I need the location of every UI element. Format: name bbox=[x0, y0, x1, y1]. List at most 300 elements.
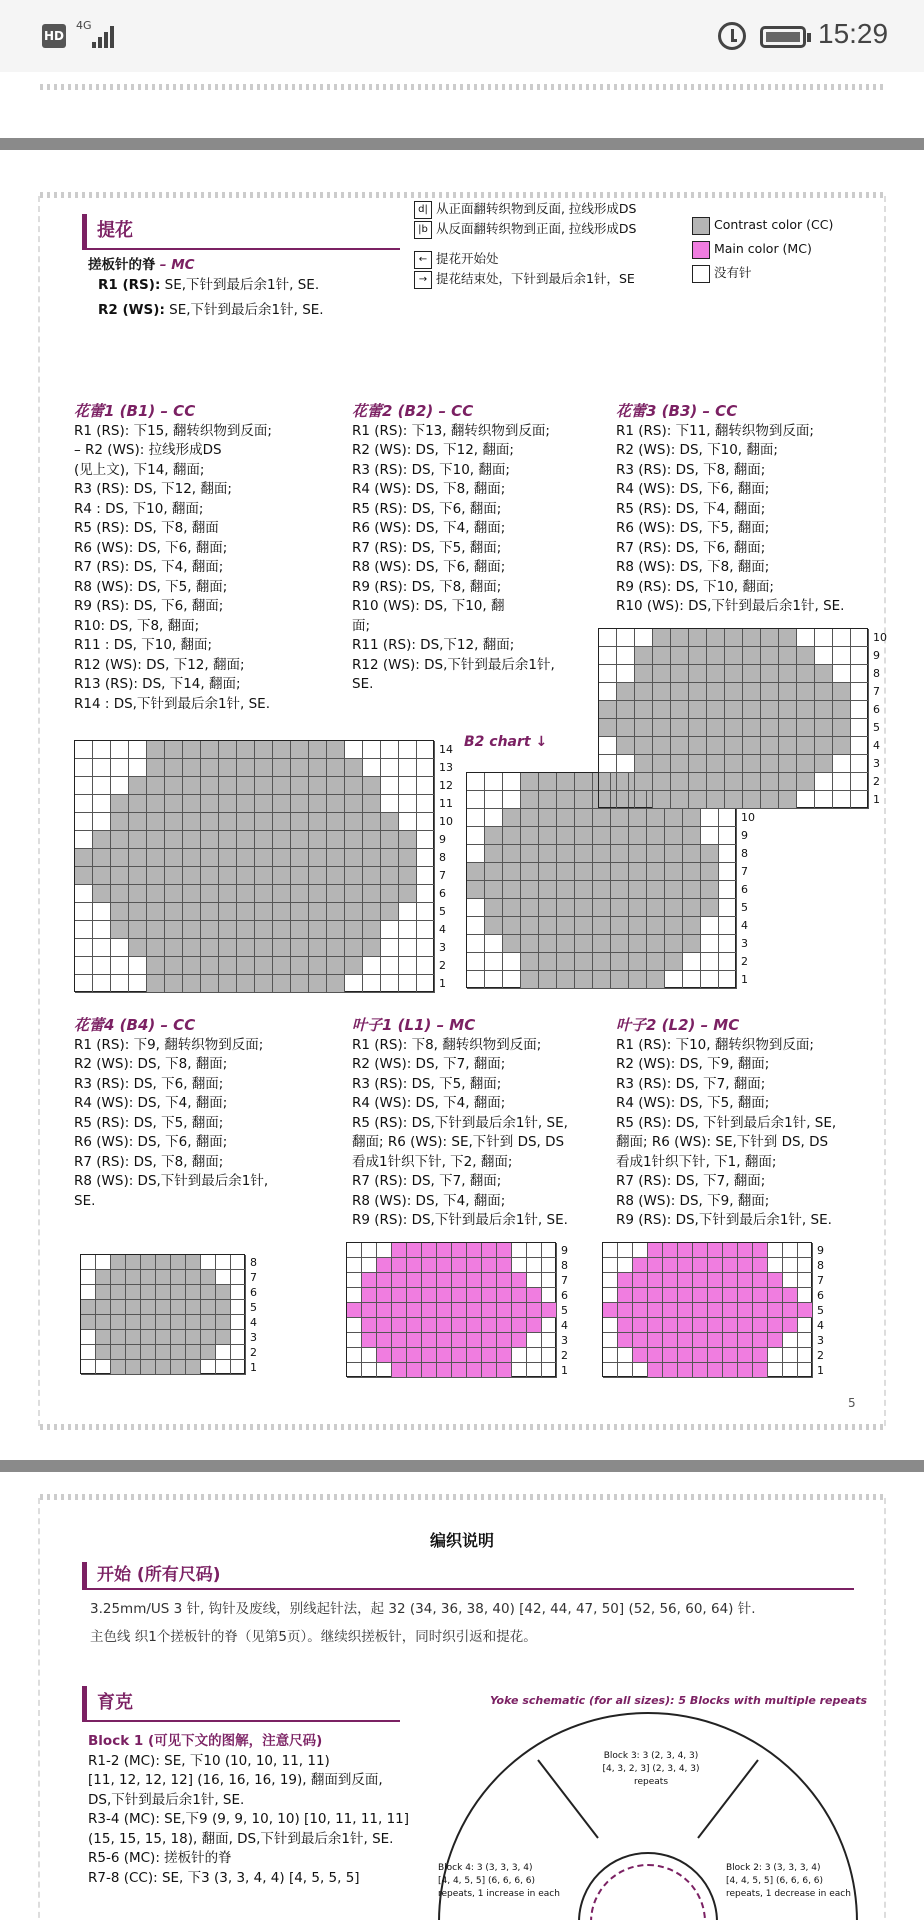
l1-instructions bbox=[352, 1016, 612, 1231]
chart-cell bbox=[377, 1303, 392, 1318]
chart-cell bbox=[797, 665, 815, 683]
chart-cell bbox=[186, 1300, 201, 1315]
b2-row: R11 (RS): DS,下12, 翻面; bbox=[352, 637, 515, 653]
chart-cell bbox=[201, 813, 219, 831]
chart-cell bbox=[678, 1288, 693, 1303]
chart-cell bbox=[126, 1270, 141, 1285]
chart-cell bbox=[165, 741, 183, 759]
chart-cell bbox=[851, 719, 869, 737]
chart-cell bbox=[683, 845, 701, 863]
chart-cell bbox=[653, 629, 671, 647]
legend bbox=[414, 200, 694, 289]
chart-cell bbox=[291, 813, 309, 831]
chart-cell bbox=[689, 719, 707, 737]
row-number: 4 bbox=[439, 923, 446, 936]
chart-cell bbox=[417, 813, 435, 831]
chart-cell bbox=[399, 759, 417, 777]
chart-cell bbox=[183, 741, 201, 759]
chart-cell bbox=[377, 1273, 392, 1288]
chart-cell bbox=[96, 1345, 111, 1360]
garter-ridge-block bbox=[88, 256, 408, 321]
chart-cell bbox=[725, 755, 743, 773]
chart-cell bbox=[723, 1303, 738, 1318]
chart-cell bbox=[635, 737, 653, 755]
chart-cell bbox=[201, 1285, 216, 1300]
chart-cell bbox=[437, 1243, 452, 1258]
chart-cell bbox=[833, 701, 851, 719]
page6-heading: 编织说明 bbox=[429, 1531, 494, 1550]
chart-cell bbox=[327, 975, 345, 993]
chart-cell bbox=[201, 1270, 216, 1285]
l1-row: R2 (WS): DS, 下7, 翻面; bbox=[352, 1056, 506, 1072]
chart-cell bbox=[327, 885, 345, 903]
chart-cell bbox=[219, 849, 237, 867]
chart-cell bbox=[273, 921, 291, 939]
chart-cell bbox=[723, 1333, 738, 1348]
chart-cell bbox=[521, 881, 539, 899]
l2-row: R5 (RS): DS, 下针到最后余1针, SE, bbox=[616, 1114, 837, 1131]
chart-cell bbox=[708, 1363, 723, 1378]
chart-cell bbox=[761, 755, 779, 773]
chart-cell bbox=[779, 629, 797, 647]
chart-cell bbox=[521, 917, 539, 935]
chart-cell bbox=[611, 845, 629, 863]
chart-cell bbox=[422, 1303, 437, 1318]
chart-cell bbox=[273, 813, 291, 831]
chart-cell bbox=[165, 939, 183, 957]
chart-cell bbox=[665, 881, 683, 899]
chart-cell bbox=[512, 1243, 527, 1258]
chart-cell bbox=[126, 1330, 141, 1345]
chart-cell bbox=[183, 813, 201, 831]
chart-cell bbox=[665, 827, 683, 845]
b2-title: 花蕾2 (B2) – CC bbox=[352, 402, 474, 420]
chart-cell bbox=[648, 1288, 663, 1303]
chart-cell bbox=[701, 899, 719, 917]
chart-cell bbox=[381, 975, 399, 993]
chart-cell bbox=[111, 975, 129, 993]
chart-cell bbox=[186, 1315, 201, 1330]
chart-cell bbox=[617, 755, 635, 773]
chart-cell bbox=[617, 665, 635, 683]
chart-cell bbox=[467, 1273, 482, 1288]
chart-cell bbox=[381, 939, 399, 957]
chart-cell bbox=[201, 885, 219, 903]
chart-cell bbox=[216, 1315, 231, 1330]
chart-cell bbox=[219, 885, 237, 903]
chart-cell bbox=[345, 885, 363, 903]
chart-cell bbox=[75, 957, 93, 975]
chart-cell bbox=[629, 845, 647, 863]
chart-cell bbox=[557, 827, 575, 845]
row-number: 2 bbox=[817, 1349, 824, 1362]
row-number: 2 bbox=[873, 775, 880, 788]
chart-cell bbox=[129, 885, 147, 903]
chart-cell bbox=[833, 773, 851, 791]
block3-l1: Block 3: 3 (2, 3, 4, 3) bbox=[603, 1751, 699, 1761]
chart-cell bbox=[186, 1345, 201, 1360]
chart-cell bbox=[81, 1255, 96, 1270]
row-number: 6 bbox=[561, 1289, 568, 1302]
chart-cell bbox=[93, 831, 111, 849]
chart-cell bbox=[129, 759, 147, 777]
chart-cell bbox=[237, 741, 255, 759]
battery-icon bbox=[760, 26, 806, 48]
chart-cell bbox=[693, 1288, 708, 1303]
block4-l3: repeats, 1 increase in each bbox=[438, 1889, 560, 1899]
b2-row: R3 (RS): DS, 下10, 翻面; bbox=[352, 461, 510, 478]
chart-cell bbox=[81, 1360, 96, 1375]
block3-label bbox=[586, 1750, 716, 1789]
chart-cell bbox=[503, 935, 521, 953]
chart-cell bbox=[665, 899, 683, 917]
chart-cell bbox=[815, 719, 833, 737]
chart-cell bbox=[237, 903, 255, 921]
block3-l2: [4, 3, 2, 3] (2, 3, 4, 3) bbox=[602, 1764, 700, 1774]
chart-cell bbox=[482, 1363, 497, 1378]
chart-cell bbox=[618, 1363, 633, 1378]
chart-cell bbox=[798, 1243, 813, 1258]
chart-cell bbox=[629, 935, 647, 953]
chart-cell bbox=[575, 863, 593, 881]
chart-cell bbox=[503, 845, 521, 863]
chart-cell bbox=[452, 1318, 467, 1333]
block4-l1: Block 4: 3 (3, 3, 3, 4) bbox=[438, 1863, 533, 1873]
chart-cell bbox=[141, 1255, 156, 1270]
chart-cell bbox=[798, 1258, 813, 1273]
chart-cell bbox=[603, 1288, 618, 1303]
chart-cell bbox=[437, 1303, 452, 1318]
chart-cell bbox=[497, 1318, 512, 1333]
chart-cell bbox=[723, 1273, 738, 1288]
chart-cell bbox=[542, 1318, 557, 1333]
chart-cell bbox=[503, 773, 521, 791]
row-number: 13 bbox=[439, 761, 453, 774]
chart-cell bbox=[327, 795, 345, 813]
chart-cell bbox=[743, 665, 761, 683]
chart-cell bbox=[701, 935, 719, 953]
row-number: 4 bbox=[250, 1316, 257, 1329]
chart-cell bbox=[851, 683, 869, 701]
chart-cell bbox=[237, 957, 255, 975]
chart-cell bbox=[75, 885, 93, 903]
chart-cell bbox=[407, 1348, 422, 1363]
chart-cell bbox=[689, 629, 707, 647]
chart-cell bbox=[141, 1360, 156, 1375]
chart-cell bbox=[647, 827, 665, 845]
chart-cell bbox=[156, 1330, 171, 1345]
chart-cell bbox=[467, 863, 485, 881]
chart-cell bbox=[542, 1273, 557, 1288]
chart-cell bbox=[171, 1315, 186, 1330]
chart-cell bbox=[663, 1348, 678, 1363]
chart-cell bbox=[683, 899, 701, 917]
no-stitch-label: 没有针 bbox=[713, 265, 752, 280]
l1-row: R7 (RS): DS, 下7, 翻面; bbox=[352, 1173, 502, 1189]
chart-cell bbox=[743, 629, 761, 647]
chart-cell bbox=[797, 773, 815, 791]
chart-cell bbox=[75, 903, 93, 921]
chart-cell bbox=[701, 953, 719, 971]
chart-cell bbox=[635, 773, 653, 791]
chart-cell bbox=[363, 741, 381, 759]
chart-cell bbox=[291, 777, 309, 795]
row-number: 10 bbox=[439, 815, 453, 828]
b3-row: R10 (WS): DS,下针到最后余1针, SE. bbox=[616, 598, 845, 614]
chart-cell bbox=[671, 701, 689, 719]
chart-cell bbox=[689, 737, 707, 755]
chart-cell bbox=[407, 1333, 422, 1348]
row-number: 4 bbox=[741, 919, 748, 932]
section-title-jacquard: 提花 bbox=[82, 214, 400, 250]
chart-cell bbox=[255, 957, 273, 975]
chart-cell bbox=[689, 683, 707, 701]
chart-cell bbox=[363, 795, 381, 813]
chart-cell bbox=[575, 899, 593, 917]
chart-cell bbox=[362, 1318, 377, 1333]
chart-cell bbox=[381, 867, 399, 885]
chart-cell bbox=[75, 741, 93, 759]
chart-cell bbox=[707, 629, 725, 647]
chart-cell bbox=[761, 791, 779, 809]
chart-cell bbox=[683, 917, 701, 935]
chart-cell bbox=[851, 701, 869, 719]
chart-cell bbox=[701, 917, 719, 935]
chart-cell bbox=[129, 741, 147, 759]
chart-cell bbox=[723, 1318, 738, 1333]
b2-row: R1 (RS): 下13, 翻转织物到反面; bbox=[352, 422, 550, 439]
chart-cell bbox=[647, 953, 665, 971]
chart-cell bbox=[539, 935, 557, 953]
chart-cell bbox=[417, 849, 435, 867]
chart-cell bbox=[171, 1300, 186, 1315]
chart-cell bbox=[761, 719, 779, 737]
chart-cell bbox=[201, 975, 219, 993]
chart-cell bbox=[422, 1243, 437, 1258]
chart-cell bbox=[753, 1273, 768, 1288]
row-number: 10 bbox=[741, 811, 755, 824]
chart-cell bbox=[345, 813, 363, 831]
chart-cell bbox=[165, 885, 183, 903]
b2-row: R2 (WS): DS, 下12, 翻面; bbox=[352, 442, 514, 458]
chart-cell bbox=[689, 665, 707, 683]
chart-cell bbox=[653, 647, 671, 665]
chart-cell bbox=[147, 957, 165, 975]
chart-cell bbox=[417, 777, 435, 795]
chart-cell bbox=[683, 827, 701, 845]
chart-cell bbox=[603, 1258, 618, 1273]
chart-cell bbox=[599, 701, 617, 719]
alarm-icon bbox=[718, 22, 746, 50]
chart-cell bbox=[783, 1333, 798, 1348]
chart-cell bbox=[96, 1255, 111, 1270]
chart-cell bbox=[111, 1315, 126, 1330]
chart-cell bbox=[779, 773, 797, 791]
chart-cell bbox=[291, 867, 309, 885]
chart-cell bbox=[399, 939, 417, 957]
chart-cell bbox=[165, 813, 183, 831]
chart-cell bbox=[779, 665, 797, 683]
chart-cell bbox=[111, 1345, 126, 1360]
chart-cell bbox=[96, 1360, 111, 1375]
chart-cell bbox=[798, 1348, 813, 1363]
chart-cell bbox=[783, 1243, 798, 1258]
chart-cell bbox=[392, 1303, 407, 1318]
chart-cell bbox=[75, 831, 93, 849]
chart-cell bbox=[575, 845, 593, 863]
chart-cell bbox=[399, 867, 417, 885]
chart-cell bbox=[291, 975, 309, 993]
chart-cell bbox=[392, 1273, 407, 1288]
chart-cell bbox=[527, 1273, 542, 1288]
block1-row: DS,下针到最后余1针, SE. bbox=[88, 1791, 245, 1808]
chart-cell bbox=[798, 1288, 813, 1303]
chart-cell bbox=[725, 665, 743, 683]
chart-cell bbox=[219, 813, 237, 831]
chart-cell bbox=[815, 629, 833, 647]
b1-row: R11 : DS, 下10, 翻面; bbox=[74, 637, 213, 653]
chart-cell bbox=[557, 845, 575, 863]
chart-cell bbox=[707, 773, 725, 791]
chart-cell bbox=[707, 683, 725, 701]
chart-cell bbox=[743, 737, 761, 755]
start-p1: 3.25mm/US 3 针, 钩针及废线，别线起针法，起 32 (34, 36, 38, 40) [42, 44, 47, 50] (52, 56, 60, 64) 针. bbox=[90, 1601, 756, 1617]
chart-cell bbox=[147, 795, 165, 813]
chart-cell bbox=[633, 1363, 648, 1378]
chart-cell bbox=[327, 903, 345, 921]
chart-cell bbox=[377, 1333, 392, 1348]
chart-cell bbox=[503, 971, 521, 989]
chart-cell bbox=[833, 665, 851, 683]
network-label: 4G bbox=[76, 19, 92, 32]
chart-cell bbox=[186, 1255, 201, 1270]
chart-cell bbox=[171, 1360, 186, 1375]
chart-cell bbox=[725, 737, 743, 755]
chart-cell bbox=[129, 849, 147, 867]
b2-row: 面; bbox=[352, 617, 371, 634]
signal-icon bbox=[92, 24, 116, 48]
chart-cell bbox=[237, 813, 255, 831]
chart-cell bbox=[611, 827, 629, 845]
chart-cell bbox=[377, 1243, 392, 1258]
chart-cell bbox=[797, 629, 815, 647]
chart-cell bbox=[201, 1315, 216, 1330]
chart-cell bbox=[689, 755, 707, 773]
chart-cell bbox=[611, 881, 629, 899]
chart-cell bbox=[707, 791, 725, 809]
chart-cell bbox=[557, 935, 575, 953]
row-number: 4 bbox=[817, 1319, 824, 1332]
chart-cell bbox=[407, 1273, 422, 1288]
chart-cell bbox=[678, 1243, 693, 1258]
chart-cell bbox=[111, 813, 129, 831]
chart-cell bbox=[719, 935, 737, 953]
chart-cell bbox=[216, 1330, 231, 1345]
chart-cell bbox=[309, 849, 327, 867]
chart-cell bbox=[648, 1273, 663, 1288]
chart-cell bbox=[93, 957, 111, 975]
chart-cell bbox=[291, 903, 309, 921]
r1-label: R1 (RS): bbox=[98, 276, 161, 293]
chart-cell bbox=[96, 1315, 111, 1330]
chart-cell bbox=[617, 647, 635, 665]
chart-cell bbox=[725, 773, 743, 791]
chart-cell bbox=[647, 881, 665, 899]
l2-row: R8 (WS): DS, 下9, 翻面; bbox=[616, 1192, 770, 1209]
chart-cell bbox=[851, 647, 869, 665]
chart-cell bbox=[75, 777, 93, 795]
row-number: 5 bbox=[741, 901, 748, 914]
chart-cell bbox=[485, 881, 503, 899]
chart-cell bbox=[377, 1318, 392, 1333]
b4-row: R1 (RS): 下9, 翻转织物到反面; bbox=[74, 1036, 264, 1053]
chart-cell bbox=[497, 1363, 512, 1378]
row-number: 3 bbox=[741, 937, 748, 950]
chart-cell bbox=[575, 917, 593, 935]
chart-cell bbox=[629, 953, 647, 971]
chart-cell bbox=[593, 809, 611, 827]
chart-cell bbox=[693, 1318, 708, 1333]
chart-cell bbox=[738, 1303, 753, 1318]
chart-cell bbox=[779, 683, 797, 701]
chart-cell bbox=[201, 849, 219, 867]
chart-cell bbox=[452, 1363, 467, 1378]
b1-row: R6 (WS): DS, 下6, 翻面; bbox=[74, 539, 228, 556]
chart-cell bbox=[783, 1303, 798, 1318]
chart-cell bbox=[512, 1363, 527, 1378]
chart-cell bbox=[345, 831, 363, 849]
chart-cell bbox=[75, 849, 93, 867]
chart-cell bbox=[201, 1330, 216, 1345]
garter-label: 搓板针的脊 bbox=[88, 257, 156, 273]
chart-cell bbox=[165, 831, 183, 849]
chart-cell bbox=[851, 755, 869, 773]
b1-row: R8 (WS): DS, 下5, 翻面; bbox=[74, 578, 228, 595]
lb-symbol: |b bbox=[414, 221, 432, 239]
chart-cell bbox=[497, 1288, 512, 1303]
b3-row: R8 (WS): DS, 下8, 翻面; bbox=[616, 559, 770, 575]
chart-cell bbox=[345, 759, 363, 777]
chart-cell bbox=[183, 957, 201, 975]
chart-cell bbox=[539, 953, 557, 971]
chart-cell bbox=[363, 759, 381, 777]
chart-cell bbox=[725, 791, 743, 809]
chart-cell bbox=[96, 1285, 111, 1300]
chart-cell bbox=[171, 1255, 186, 1270]
l2-row: R3 (RS): DS, 下7, 翻面; bbox=[616, 1075, 766, 1092]
chart-cell bbox=[93, 777, 111, 795]
chart-cell bbox=[467, 899, 485, 917]
chart-cell bbox=[201, 1255, 216, 1270]
chart-cell bbox=[599, 647, 617, 665]
chart-cell bbox=[377, 1288, 392, 1303]
row-number: 5 bbox=[439, 905, 446, 918]
chart-cell bbox=[327, 777, 345, 795]
chart-cell bbox=[183, 777, 201, 795]
chart-cell bbox=[309, 831, 327, 849]
block3-l3: repeats bbox=[633, 1777, 669, 1787]
chart-cell bbox=[485, 791, 503, 809]
chart-cell bbox=[629, 827, 647, 845]
chart-cell bbox=[399, 813, 417, 831]
chart-cell bbox=[663, 1273, 678, 1288]
block1-row: R1-2 (MC): SE, 下10 (10, 10, 11, 11) bbox=[88, 1752, 330, 1769]
chart-cell bbox=[815, 665, 833, 683]
chart-cell bbox=[417, 867, 435, 885]
chart-cell bbox=[671, 629, 689, 647]
chart-cell bbox=[81, 1285, 96, 1300]
chart-cell bbox=[665, 917, 683, 935]
